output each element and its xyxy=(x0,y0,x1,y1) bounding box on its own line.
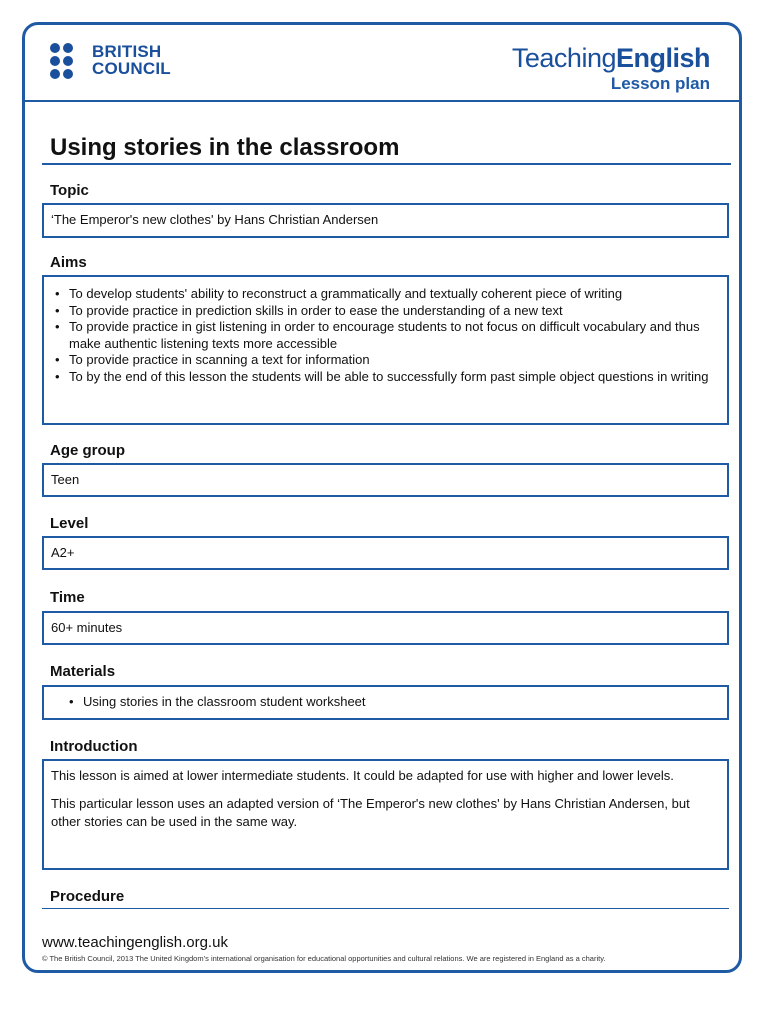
footer-url-link[interactable]: www.teachingenglish.org.uk xyxy=(42,934,228,951)
aims-item: • To provide practice in gist listening in order to encourage students to not focus on difficult vocabulary and thus make authentic listening texts more accessible xyxy=(52,319,717,352)
materials-box xyxy=(42,685,729,720)
age-group-heading: Age group xyxy=(50,442,125,459)
british-council-logo xyxy=(50,43,190,79)
page-title: Using stories in the classroom xyxy=(50,134,400,161)
title-divider xyxy=(42,163,731,165)
footer-copyright: © The British Council, 2013 The United Kingdom’s international organisation for educational opportunities and cultural relations. We are registered in England as a charity. xyxy=(42,954,606,963)
british-council-wordmark xyxy=(92,43,171,77)
materials-heading: Materials xyxy=(50,663,116,680)
time-heading: Time xyxy=(50,589,85,606)
level-box xyxy=(42,536,729,570)
british-council-line2: COUNCIL xyxy=(92,59,171,78)
topic-text: ‘The Emperor's new clothes' by Hans Christian Andersen xyxy=(51,212,379,227)
level-heading: Level xyxy=(50,515,89,532)
introduction-heading: Introduction xyxy=(50,738,138,755)
aims-box xyxy=(42,275,729,425)
introduction-paragraph: This particular lesson uses an adapted version of ‘The Emperor's new clothes' by Hans Christian Andersen, but other stories can be used in the same way. xyxy=(51,796,690,829)
level-text: A2+ xyxy=(51,545,75,560)
introduction-paragraph: This lesson is aimed at lower intermediate students. It could be adapted for use with higher and lower levels. xyxy=(51,768,674,783)
age-group-box xyxy=(42,463,729,497)
aims-list xyxy=(52,286,717,385)
british-council-dots-icon xyxy=(50,43,86,79)
introduction-box xyxy=(42,759,729,870)
topic-box xyxy=(42,203,729,238)
introduction-text xyxy=(51,767,717,841)
british-council-line1: BRITISH xyxy=(92,42,162,61)
te-bold: English xyxy=(615,43,710,73)
header-divider xyxy=(25,100,742,102)
time-box xyxy=(42,611,729,645)
te-light: Teaching xyxy=(511,43,616,73)
aims-heading: Aims xyxy=(50,254,87,271)
aims-item: • To by the end of this lesson the students will be able to successfully form past simple object questions in writing xyxy=(52,369,717,386)
procedure-divider xyxy=(42,908,729,909)
time-text: 60+ minutes xyxy=(51,620,123,635)
teaching-english-logo xyxy=(512,44,710,94)
topic-heading: Topic xyxy=(50,182,89,199)
materials-list xyxy=(66,694,717,711)
aims-item: • To develop students' ability to reconstruct a grammatically and textually coherent piece of writing xyxy=(52,286,717,303)
lesson-plan-subtitle: Lesson plan xyxy=(610,74,710,93)
aims-item: • To provide practice in scanning a text for information xyxy=(52,352,717,369)
aims-item: • To provide practice in prediction skills in order to ease the understanding of a new text xyxy=(52,303,717,320)
teaching-english-wordmark xyxy=(512,44,710,72)
procedure-heading: Procedure xyxy=(50,888,125,905)
materials-item: • Using stories in the classroom student worksheet xyxy=(66,694,717,711)
age-group-text: Teen xyxy=(51,472,80,487)
